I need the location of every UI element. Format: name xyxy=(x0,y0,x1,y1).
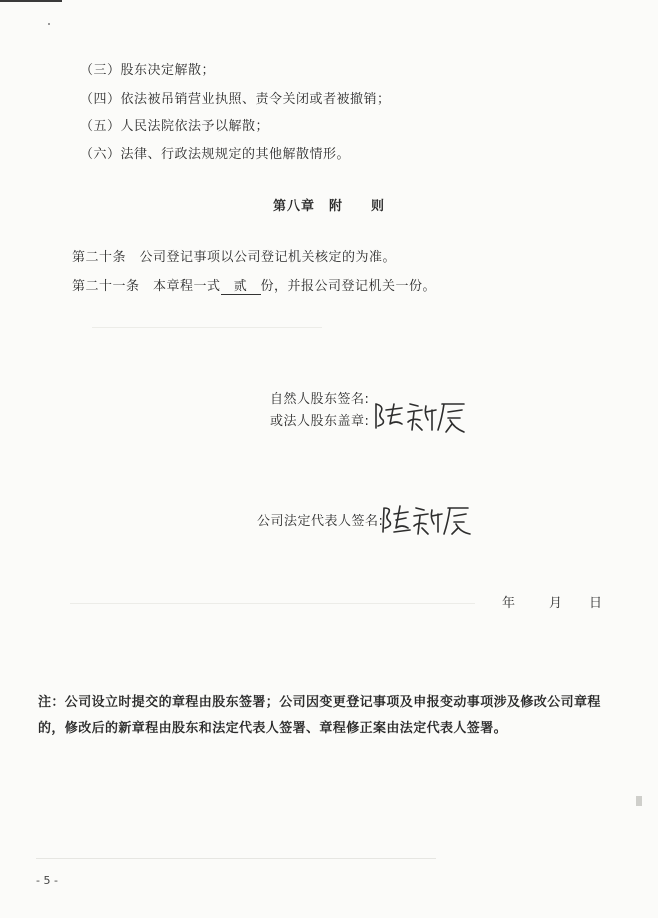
legal-rep-handwritten-signature xyxy=(380,502,472,538)
article-21-prefix: 第二十一条 本章程一式 xyxy=(72,279,221,294)
copies-count: 贰 xyxy=(221,275,261,295)
date-day: 日 xyxy=(589,596,603,611)
page-number: - 5 - xyxy=(36,874,58,887)
dissolution-item-3: （三）股东决定解散； xyxy=(80,63,216,78)
dissolution-item-5: （五）人民法院依法予以解散； xyxy=(80,119,270,134)
scan-faint-line xyxy=(92,327,322,328)
footnote: 注：公司设立时提交的章程由股东签署；公司因变更登记事项及申报变动事项涉及修改公司章程的，修改后的新章程由股东和法定代表人签署、章程修正案由法定代表人签署。 xyxy=(38,695,601,736)
scan-artifact-dot xyxy=(48,23,50,25)
dissolution-item-6: （六）法律、行政法规规定的其他解散情形。 xyxy=(80,147,351,162)
natural-person-signature-label: 自然人股东签名: xyxy=(270,392,370,407)
legal-rep-signature-label: 公司法定代表人签名: xyxy=(257,514,384,529)
date-month: 月 xyxy=(549,596,563,611)
scan-faint-line xyxy=(70,603,475,604)
scan-artifact-speck xyxy=(636,796,642,806)
date-year: 年 xyxy=(502,596,516,611)
dissolution-item-4: （四）依法被吊销营业执照、责令关闭或者被撤销； xyxy=(80,92,391,107)
scan-artifact xyxy=(0,0,62,2)
article-21 xyxy=(72,275,436,295)
scan-faint-line xyxy=(36,858,436,859)
article-20: 第二十条 公司登记事项以公司登记机关核定的为准。 xyxy=(72,250,397,265)
chapter-title: 第八章 附 则 xyxy=(273,199,386,214)
legal-person-seal-label: 或法人股东盖章: xyxy=(270,414,370,429)
article-21-suffix: 份，并报公司登记机关一份。 xyxy=(260,279,437,294)
shareholder-handwritten-signature xyxy=(372,398,468,438)
